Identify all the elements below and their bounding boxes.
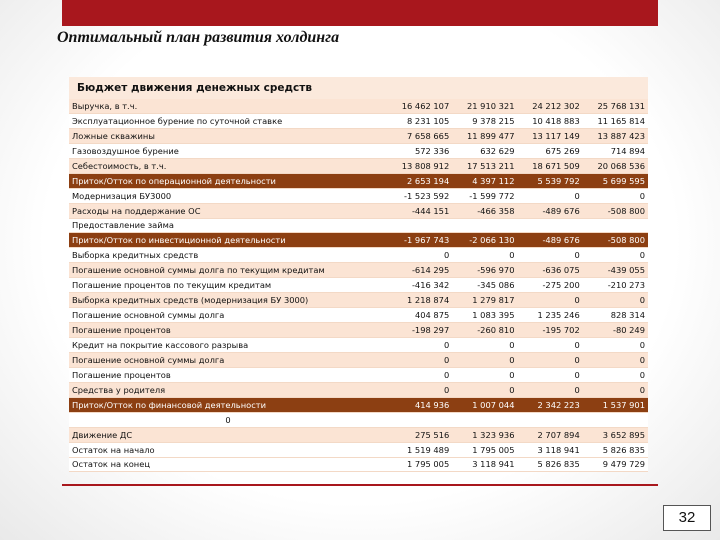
row-value (452, 218, 517, 233)
row-value: -596 970 (452, 263, 517, 278)
row-value: 0 (583, 248, 648, 263)
row-value (518, 218, 583, 233)
row-value: 18 671 509 (518, 158, 583, 173)
row-value: -260 810 (452, 323, 517, 338)
row-value: 3 118 941 (518, 442, 583, 457)
row-value: 9 378 215 (452, 113, 517, 128)
row-value: 13 117 149 (518, 128, 583, 143)
row-value: 17 513 211 (452, 158, 517, 173)
table-row (69, 382, 648, 397)
row-label: Предоставление займа (69, 218, 387, 233)
row-value: -195 702 (518, 323, 583, 338)
row-value: 0 (452, 248, 517, 263)
table-row (69, 308, 648, 323)
top-accent-bar (62, 0, 658, 26)
row-label: Выборка кредитных средств (модернизация БУ 3000) (69, 293, 387, 308)
row-label: Газовоздушное бурение (69, 143, 387, 158)
row-value: 0 (583, 352, 648, 367)
row-value: 1 235 246 (518, 308, 583, 323)
row-value: -1 967 743 (387, 233, 452, 248)
row-value (583, 412, 648, 427)
row-value: 414 936 (387, 397, 452, 412)
table-row (69, 457, 648, 472)
table-row (69, 173, 648, 188)
row-value: 632 629 (452, 143, 517, 158)
row-label: Ложные скважины (69, 128, 387, 143)
table-row (69, 188, 648, 203)
row-value: 5 826 835 (583, 442, 648, 457)
row-value: 0 (387, 367, 452, 382)
row-value: 828 314 (583, 308, 648, 323)
row-label: Выручка, в т.ч. (69, 99, 387, 113)
row-value: 714 894 (583, 143, 648, 158)
table-row (69, 203, 648, 218)
row-value: 0 (387, 248, 452, 263)
table-row (69, 263, 648, 278)
table-row (69, 367, 648, 382)
row-value: 275 516 (387, 427, 452, 442)
row-value: -636 075 (518, 263, 583, 278)
row-value: 404 875 (387, 308, 452, 323)
table-row (69, 427, 648, 442)
row-value: -2 066 130 (452, 233, 517, 248)
row-value: 7 658 665 (387, 128, 452, 143)
row-value: -444 151 (387, 203, 452, 218)
row-label: Погашение основной суммы долга (69, 352, 387, 367)
row-value: 25 768 131 (583, 99, 648, 113)
row-value: 1 795 005 (452, 442, 517, 457)
row-label: Расходы на поддержание ОС (69, 203, 387, 218)
table-row (69, 412, 648, 427)
row-value (387, 412, 452, 427)
table-row (69, 338, 648, 353)
row-value: 4 397 112 (452, 173, 517, 188)
row-value: 21 910 321 (452, 99, 517, 113)
row-value: 20 068 536 (583, 158, 648, 173)
row-label: Погашение основной суммы долга по текущим кредитам (69, 263, 387, 278)
row-value (387, 218, 452, 233)
row-value: -614 295 (387, 263, 452, 278)
page-number: 32 (663, 505, 711, 531)
row-label: Погашение процентов (69, 367, 387, 382)
row-value: 0 (583, 188, 648, 203)
row-label: Остаток на конец (69, 457, 387, 472)
row-value: -210 273 (583, 278, 648, 293)
row-value: -345 086 (452, 278, 517, 293)
row-value: -80 249 (583, 323, 648, 338)
row-value: -466 358 (452, 203, 517, 218)
row-value: -439 055 (583, 263, 648, 278)
row-value: -508 800 (583, 203, 648, 218)
table-row (69, 99, 648, 113)
row-value: 675 269 (518, 143, 583, 158)
row-value: 0 (518, 352, 583, 367)
row-value: 572 336 (387, 143, 452, 158)
row-value: 11 165 814 (583, 113, 648, 128)
row-value: 1 519 489 (387, 442, 452, 457)
row-value: 5 699 595 (583, 173, 648, 188)
row-value: 1 795 005 (387, 457, 452, 472)
row-value: 0 (518, 367, 583, 382)
row-value (518, 412, 583, 427)
table-row (69, 158, 648, 173)
row-value (452, 412, 517, 427)
table-row (69, 248, 648, 263)
row-value: 9 479 729 (583, 457, 648, 472)
row-value: 1 007 044 (452, 397, 517, 412)
row-label: Средства у родителя (69, 382, 387, 397)
row-value: 1 083 395 (452, 308, 517, 323)
row-label: Погашение процентов по текущим кредитам (69, 278, 387, 293)
row-value: 0 (387, 338, 452, 353)
row-value: 1 279 817 (452, 293, 517, 308)
row-value: 0 (452, 352, 517, 367)
row-value: -416 342 (387, 278, 452, 293)
table-row (69, 293, 648, 308)
row-value: 0 (583, 338, 648, 353)
row-value: 0 (387, 352, 452, 367)
row-value: 0 (518, 382, 583, 397)
table-row (69, 128, 648, 143)
row-value: 3 652 895 (583, 427, 648, 442)
cash-flow-budget (69, 77, 648, 472)
row-value: 0 (518, 188, 583, 203)
row-value: 11 899 477 (452, 128, 517, 143)
row-value: 16 462 107 (387, 99, 452, 113)
row-label: Себестоимость, в т.ч. (69, 158, 387, 173)
row-value: 1 537 901 (583, 397, 648, 412)
row-value: 0 (518, 293, 583, 308)
row-value: 0 (518, 248, 583, 263)
row-value: 2 707 894 (518, 427, 583, 442)
row-value: 0 (583, 382, 648, 397)
row-value: 5 826 835 (518, 457, 583, 472)
row-value: 2 653 194 (387, 173, 452, 188)
row-label: Выборка кредитных средств (69, 248, 387, 263)
table-row (69, 278, 648, 293)
cash-flow-table (69, 99, 648, 472)
row-value: 0 (452, 338, 517, 353)
slide-title: Оптимальный план развития холдинга (57, 29, 340, 46)
table-heading: Бюджет движения денежных средств (69, 77, 648, 99)
table-row (69, 113, 648, 128)
row-value: 0 (452, 382, 517, 397)
row-value: 2 342 223 (518, 397, 583, 412)
row-label: Приток/Отток по операционной деятельности (69, 173, 387, 188)
row-value: -1 523 592 (387, 188, 452, 203)
table-row (69, 323, 648, 338)
row-value: 0 (387, 382, 452, 397)
row-label: Приток/Отток по инвестиционной деятельности (69, 233, 387, 248)
table-body (69, 99, 648, 472)
row-value: -489 676 (518, 203, 583, 218)
row-value (583, 218, 648, 233)
row-value: -275 200 (518, 278, 583, 293)
table-row (69, 442, 648, 457)
row-value: -1 599 772 (452, 188, 517, 203)
row-label: Кредит на покрытие кассового разрыва (69, 338, 387, 353)
table-row (69, 143, 648, 158)
row-label: Остаток на начало (69, 442, 387, 457)
row-label: Погашение основной суммы долга (69, 308, 387, 323)
row-label: Эксплуатационное бурение по суточной ставке (69, 113, 387, 128)
row-value: 0 (583, 293, 648, 308)
table-row (69, 218, 648, 233)
row-value: 0 (518, 338, 583, 353)
row-value: 13 808 912 (387, 158, 452, 173)
row-value: -489 676 (518, 233, 583, 248)
table-row (69, 397, 648, 412)
row-value: 24 212 302 (518, 99, 583, 113)
row-label: 0 (69, 412, 387, 427)
row-label: Движение ДС (69, 427, 387, 442)
row-value: 5 539 792 (518, 173, 583, 188)
row-value: 13 887 423 (583, 128, 648, 143)
row-label: Погашение процентов (69, 323, 387, 338)
row-value: 8 231 105 (387, 113, 452, 128)
bottom-divider (62, 484, 658, 486)
row-value: -508 800 (583, 233, 648, 248)
row-value: 0 (583, 367, 648, 382)
row-value: 0 (452, 367, 517, 382)
row-value: 1 218 874 (387, 293, 452, 308)
row-label: Приток/Отток по финансовой деятельности (69, 397, 387, 412)
row-value: 10 418 883 (518, 113, 583, 128)
row-value: 3 118 941 (452, 457, 517, 472)
row-value: -198 297 (387, 323, 452, 338)
row-label: Модернизация БУ3000 (69, 188, 387, 203)
table-row (69, 352, 648, 367)
row-value: 1 323 936 (452, 427, 517, 442)
table-row (69, 233, 648, 248)
